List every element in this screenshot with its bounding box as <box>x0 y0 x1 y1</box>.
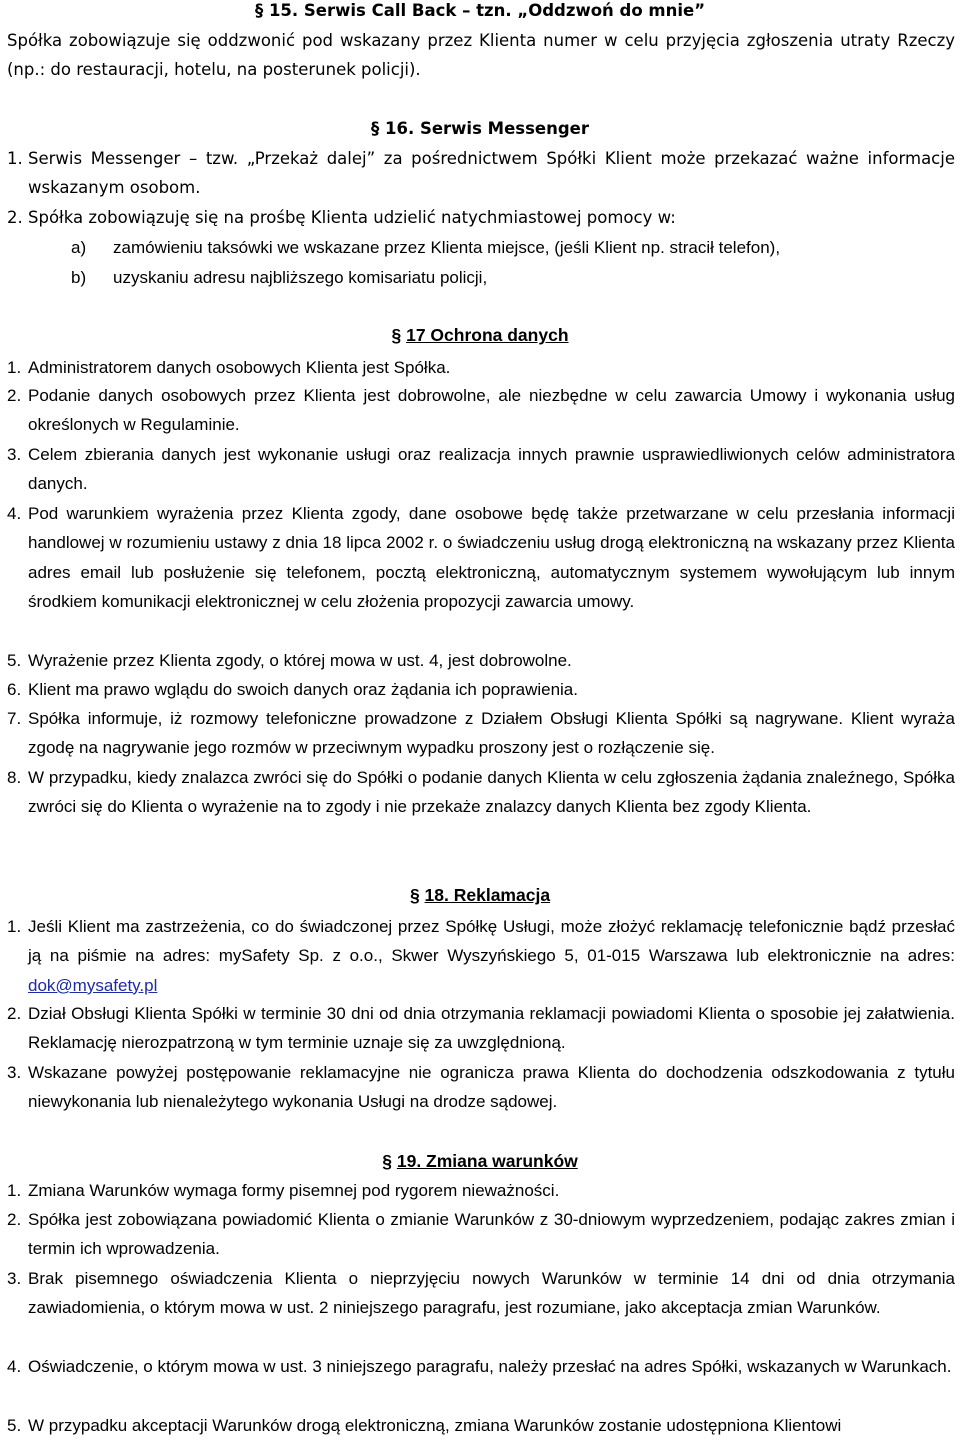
item-text: Wyrażenie przez Klienta zgody, o której mowa w ust. 4, jest dobrowolne. <box>28 651 572 670</box>
item-number: 7. <box>7 709 22 728</box>
section-15-heading <box>0 0 960 22</box>
item-text <box>28 912 955 1000</box>
section-19-title: 19. Zmiana warunków <box>396 1151 578 1171</box>
paragraph-sign: § <box>382 1151 397 1171</box>
section-19-item-2 <box>7 1205 955 1264</box>
item-number: 3. <box>7 445 22 464</box>
item-text-main: Jeśli Klient ma zastrzeżenia, co do świadczonej przez Spółkę Usługi, może złożyć reklamację telefonicznie bądź przesłać ją na piśmie na adres: mySafety Sp. z o.o., Skwer Wyszyńskiego 5, 01-015 Warszawa lub elektronicznie na adres: <box>28 917 955 966</box>
section-17-item-6 <box>7 675 955 704</box>
item-text: Podanie danych osobowych przez Klienta jest dobrowolne, ale niezbędne w celu zawarcia Umowy i wykonania usług określonych w Regulaminie. <box>28 386 955 435</box>
item-text: Spółka zobowiązuję się na prośbę Klienta udzielić natychmiastowej pomocy w: <box>28 208 676 227</box>
item-text: W przypadku, kiedy znalazca zwróci się do Spółki o podanie danych Klienta w celu zgłoszenia żądania znaleźnego, Spółka zwróci się do Klienta o wyrażenie na to zgody i nie przekaże znalazcy danych Klienta bez zgody Klienta. <box>28 768 955 817</box>
section-19-item-4 <box>7 1352 955 1381</box>
item-text: Spółka jest zobowiązana powiadomić Klienta o zmianie Warunków z 30-dniowym wyprzedzeniem, podając zakres zmian i termin ich wprowadzenia. <box>28 1210 955 1259</box>
subitem-label: b) <box>71 268 87 287</box>
item-number: 6. <box>7 680 22 699</box>
section-19-heading <box>0 1150 960 1172</box>
section-17-item-7 <box>7 704 955 763</box>
item-number: 1. <box>7 1181 22 1200</box>
item-number: 5. <box>7 651 22 670</box>
section-17-item-8 <box>7 763 955 822</box>
section-16-subitem-b <box>71 263 955 292</box>
section-16-heading <box>0 118 960 140</box>
item-text: Klient ma prawo wglądu do swoich danych oraz żądania ich poprawienia. <box>28 680 578 699</box>
item-number: 8. <box>7 768 22 787</box>
item-text: Pod warunkiem wyrażenia przez Klienta zgody, dane osobowe będę także przetwarzane w celu przesłania informacji handlowej w rozumieniu ustawy z dnia 18 lipca 2002 r. o świadczeniu usług drogą elektroniczną na wskazany przez Klienta adres email lub posłużenie się telefonem, pocztą elektroniczną, automatycznym systemem wywołującym lub innym środkiem komunikacji elektronicznej w celu złożenia propozycji zawarcia umowy. <box>28 504 955 612</box>
section-19-item-5 <box>7 1411 955 1440</box>
item-text: Administratorem danych osobowych Klienta jest Spółka. <box>28 358 451 377</box>
section-19-item-3 <box>7 1264 955 1323</box>
section-17-heading <box>0 324 960 346</box>
section-17-item-2 <box>7 381 955 440</box>
item-text: Serwis Messenger – tzw. „Przekaż dalej” za pośrednictwem Spółki Klient może przekazać ważne informacje wskazanym osobom. <box>28 149 955 198</box>
section-18-item-3 <box>7 1058 955 1117</box>
section-17-item-1 <box>7 353 955 382</box>
paragraph-sign: § <box>254 1 269 20</box>
email-link[interactable]: dok@mysafety.pl <box>28 975 158 995</box>
section-19-item-1 <box>7 1176 955 1205</box>
item-text: Dział Obsługi Klienta Spółki w terminie 30 dni od dnia otrzymania reklamacji powiadomi Klienta o sposobie jej załatwienia. Reklamację nierozpatrzoną w tym terminie uznaje się za uwzględnioną. <box>28 1004 955 1053</box>
paragraph-sign: § <box>409 885 425 905</box>
item-number: 2. <box>7 386 22 405</box>
section-16-title: 16. Serwis Messenger <box>385 119 589 138</box>
section-18-heading <box>0 884 960 906</box>
item-number: 2. <box>7 1210 22 1229</box>
item-text: Zmiana Warunków wymaga formy pisemnej pod rygorem nieważności. <box>28 1181 560 1200</box>
item-text: Brak pisemnego oświadczenia Klienta o nieprzyjęciu nowych Warunków w terminie 14 dni od dnia otrzymania zawiadomienia, o którym mowa w ust. 2 niniejszego paragrafu, jest rozumiane, jako akceptacja zmian Warunków. <box>28 1269 955 1318</box>
item-text: Spółka informuje, iż rozmowy telefoniczne prowadzone z Działem Obsługi Klienta Spółki są nagrywane. Klient wyraża zgodę na nagrywanie jego rozmów w przeciwnym wypadku proszony jest o rozłączenie się. <box>28 709 955 758</box>
item-number: 4. <box>7 504 22 523</box>
section-18-item-2 <box>7 999 955 1058</box>
section-16-item-2 <box>7 203 955 232</box>
item-text: Oświadczenie, o którym mowa w ust. 3 niniejszego paragrafu, należy przesłać na adres Spółki, wskazanych w Warunkach. <box>28 1357 952 1376</box>
item-number: 1. <box>7 149 23 168</box>
item-number: 1. <box>7 917 22 936</box>
paragraph-sign: § <box>391 325 407 345</box>
subitem-text: zamówieniu taksówki we wskazane przez Klienta miejsce, (jeśli Klient np. stracił telefon), <box>113 238 781 257</box>
item-number: 2. <box>7 1004 22 1023</box>
item-number: 3. <box>7 1063 22 1082</box>
item-number: 1. <box>7 358 22 377</box>
section-18-item-1 <box>7 912 955 1000</box>
section-15-body: Spółka zobowiązuje się oddzwonić pod wskazany przez Klienta numer w celu przyjęcia zgłoszenia utraty Rzeczy (np.: do restauracji, hotelu, na posterunek policji). <box>7 31 955 80</box>
paragraph-sign: § <box>371 119 385 138</box>
item-text: Wskazane powyżej postępowanie reklamacyjne nie ogranicza prawa Klienta do dochodzenia odszkodowania z tytułu niewykonania lub nienależytego wykonania Usługi na drodze sądowej. <box>28 1063 955 1112</box>
item-number: 5. <box>7 1416 22 1435</box>
section-15-text <box>7 26 955 85</box>
section-17-item-4 <box>7 499 955 617</box>
section-17-title: 17 Ochrona danych <box>406 325 569 345</box>
section-17-item-5 <box>7 646 955 675</box>
item-number: 3. <box>7 1269 22 1288</box>
subitem-text: uzyskaniu adresu najbliższego komisariatu policji, <box>113 268 488 287</box>
section-15-title: 15. Serwis Call Back – tzn. „Oddzwoń do mnie” <box>268 1 706 20</box>
section-16-subitem-a <box>71 233 955 262</box>
item-number: 2. <box>7 208 23 227</box>
section-17-item-3 <box>7 440 955 499</box>
section-18-title: 18. Reklamacja <box>424 885 551 905</box>
item-text: Celem zbierania danych jest wykonanie usługi oraz realizacja innych prawnie usprawiedliwionych celów administratora danych. <box>28 445 955 494</box>
item-text: W przypadku akceptacji Warunków drogą elektroniczną, zmiana Warunków zostanie udostępniona Klientowi <box>28 1416 842 1435</box>
item-number: 4. <box>7 1357 22 1376</box>
section-16-item-1 <box>7 144 955 203</box>
subitem-label: a) <box>71 238 87 257</box>
